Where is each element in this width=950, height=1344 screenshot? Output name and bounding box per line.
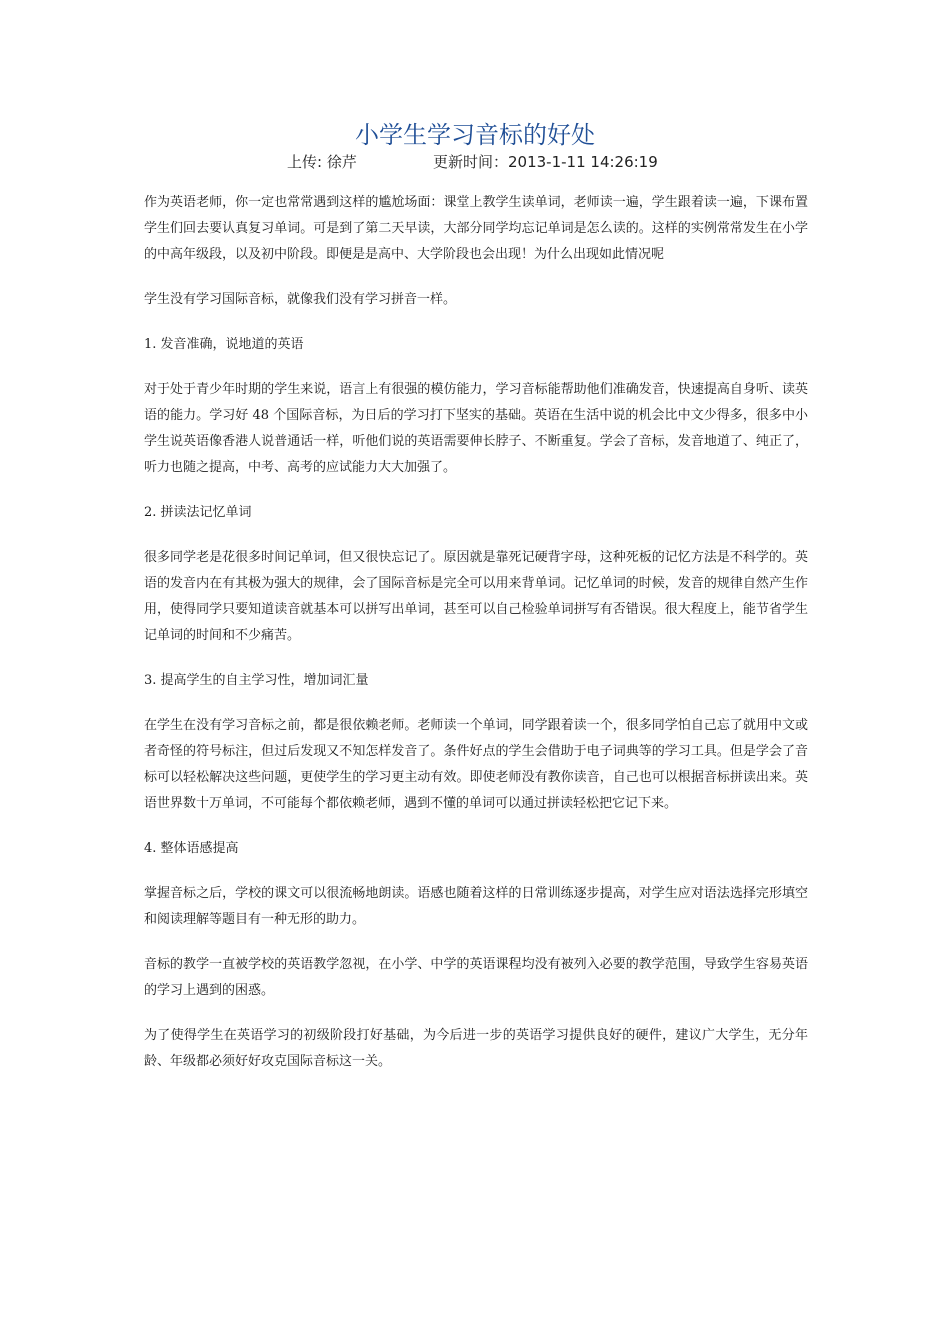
section-paragraph-3: 在学生在没有学习音标之前，都是很依赖老师。老师读一个单词，同学跟着读一个，很多同学怕自己忘了就用中文或者奇怪的符号标注，但过后发现又不知怎样发音了。条件好点的学生会借助于电子词典等的学习工具。但是学会了音标可以轻松解决这些问题，更使学生的学习更主动有效。即使老师没有教你读音，自己也可以根据音标拼读出来。英语世界数十万单词，不可能每个都依赖老师，遇到不懂的单词可以通过拼读轻松把它记下来。: [144, 718, 808, 811]
section-paragraph-1: 对于处于青少年时期的学生来说，语言上有很强的模仿能力，学习音标能帮助他们准确发音，快速提高自身听、读英语的能力。学习好 48 个国际音标，为日后的学习打下坚实的基础。英语在生活中说的机会比中文少得多，很多中小学生说英语像香港人说普通话一样，听他们说的英语需要伸长脖子、不断重复。学会了音标，发音地道了、纯正了，听力也随之提高，中考、高考的应试能力大大加强了。: [144, 382, 808, 475]
intro-paragraph: 作为英语老师，你一定也常常遇到这样的尴尬场面：课堂上教学生读单词，老师读一遍，学生跟着读一遍，下课布置学生们回去要认真复习单词。可是到了第二天早读，大部分同学均忘记单词是怎么读的。这样的实例常常发生在小学的中高年级段，以及初中阶段。即便是是高中、大学阶段也会出现！为什么出现如此情况呢: [144, 195, 808, 262]
section-paragraph-4: 掌握音标之后，学校的课文可以很流畅地朗读。语感也随着这样的日常训练逐步提高，对学生应对语法选择完形填空和阅读理解等题目有一种无形的助力。: [144, 886, 808, 927]
conclusion-paragraph: 为了使得学生在英语学习的初级阶段打好基础，为今后进一步的英语学习提供良好的硬件，建议广大学生，无分年龄、年级都必须好好攻克国际音标这一关。: [144, 1028, 808, 1069]
section-heading-3: 3. 提高学生的自主学习性，增加词汇量: [144, 673, 369, 688]
section-paragraph-2: 很多同学老是花很多时间记单词，但又很快忘记了。原因就是靠死记硬背字母，这种死板的记忆方法是不科学的。英语的发音内在有其极为强大的规律，会了国际音标是完全可以用来背单词。记忆单词的时候，发音的规律自然产生作用，使得同学只要知道读音就基本可以拼写出单词，甚至可以自己检验单词拼写有否错误。很大程度上，能节省学生记单词的时间和不少痛苦。: [144, 550, 808, 643]
neglect-paragraph: 音标的教学一直被学校的英语教学忽视，在小学、中学的英语课程均没有被列入必要的教学范围，导致学生容易英语的学习上遇到的困惑。: [144, 957, 808, 998]
article-title: 小学生学习音标的好处: [355, 121, 595, 149]
article-body: [144, 190, 808, 1075]
update-time-label: 更新时间：2013-1-11 14:26:19: [433, 153, 658, 171]
uploader-label: 上传: 徐芹: [287, 153, 357, 171]
section-heading-4: 4. 整体语感提高: [144, 841, 239, 856]
section-heading-1: 1. 发音准确，说地道的英语: [144, 337, 304, 352]
reason-paragraph: 学生没有学习国际音标，就像我们没有学习拼音一样。: [144, 292, 457, 307]
section-heading-2: 2. 拼读法记忆单词: [144, 505, 252, 520]
